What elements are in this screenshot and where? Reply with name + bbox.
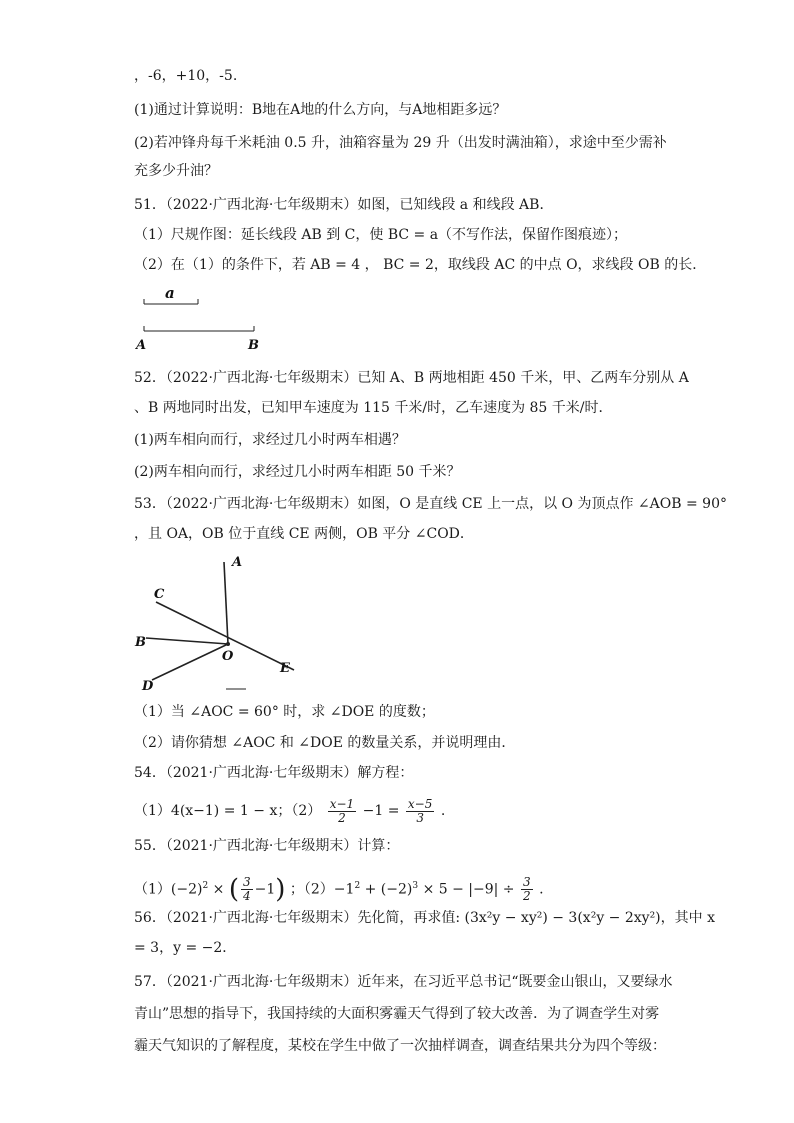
label-C: C bbox=[154, 587, 165, 602]
fraction-4: $\frac{3}{2}$ bbox=[523, 875, 531, 904]
p50-q1: (1)通过计算说明：B地在A地的什么方向，与A地相距多远？ bbox=[134, 102, 507, 118]
p57-line1: 57．（2021·广西北海·七年级期末）近年来，在习近平总书记“既要金山银山，又要绿水 bbox=[134, 974, 673, 990]
fraction-1: $\frac{x-1}{2}$ bbox=[329, 796, 355, 825]
p55-expressions: $(1)(-2)^2$ × ( $\frac{3}{4}$ −1) ；$(2)-1^2 + (-2)^3 \times 5 - |-9|$ ÷ $\frac{3}{2}$ . bbox=[134, 874, 544, 905]
p51-q1: （1）尺规作图：延长线段 AB 到 C，使 BC = a（不写作法，保留作图痕迹）； bbox=[134, 227, 628, 243]
label-B: B bbox=[135, 635, 146, 650]
p53-q2: （2）请你猜想 ∠AOC 和 ∠DOE 的数量关系，并说明理由． bbox=[134, 735, 516, 751]
p53-head-line1: 53．（2022·广西北海·七年级期末）如图，O 是直线 CE 上一点，以 O 为顶点作 ∠AOB = 90° bbox=[134, 496, 727, 512]
p52-head-line1: 52．（2022·广西北海·七年级期末）已知 A、B 两地相距 450 千米，甲、乙两车分别从 A bbox=[134, 370, 689, 386]
p55-head: 55．（2021·广西北海·七年级期末）计算： bbox=[134, 838, 400, 854]
p52-q1: (1)两车相向而行，求经过几小时两车相遇？ bbox=[134, 432, 406, 448]
p51-figure bbox=[134, 282, 274, 352]
label-A: A bbox=[136, 338, 147, 352]
p50-cont: ，-6，+10，-5. bbox=[134, 68, 238, 84]
p54-head: 54．（2021·广西北海·七年级期末）解方程： bbox=[134, 765, 414, 781]
p52-q2: (2)两车相向而行，求经过几小时两车相距 50 千米？ bbox=[134, 464, 461, 480]
label-O: O bbox=[222, 649, 234, 664]
p51-head: 51．（2022·广西北海·七年级期末）如图，已知线段 a 和线段 AB． bbox=[134, 197, 554, 213]
p50-q2-line2: 充多少升油？ bbox=[134, 163, 218, 179]
p56-line2: = 3，y = −2． bbox=[134, 940, 237, 956]
fraction-2: $\frac{x-5}{3}$ bbox=[407, 796, 433, 825]
label-A: A bbox=[232, 555, 243, 570]
p57-line2: 青山”思想的指导下，我国持续的大面积雾霾天气得到了较大改善．为了调查学生对雾 bbox=[134, 1006, 660, 1022]
fraction-3: $\frac{3}{4}$ bbox=[243, 875, 251, 904]
p50-q2-line1: (2)若冲锋舟每千米耗油 0.5 升，油箱容量为 29 升（出发时满油箱），求途中至少需补 bbox=[134, 135, 667, 151]
label-a: a bbox=[165, 284, 175, 302]
label-E: E bbox=[280, 661, 290, 676]
p53-q1: （1）当 ∠AOC = 60° 时，求 ∠DOE 的度数； bbox=[134, 704, 435, 720]
p53-figure bbox=[134, 552, 304, 698]
p56-line1: 56．（2021·广西北海·七年级期末）先化简，再求值: (3x²y − xy²) − 3(x²y − 2xy²)，其中 x bbox=[134, 910, 715, 926]
p51-q2: （2）在（1）的条件下，若 AB = 4 ， BC = 2，取线段 AC 的中点 O，求线段 OB 的长． bbox=[134, 257, 707, 273]
p54-equations: （1）4(x−1) = 1 − x；（2） $\frac{x-1}{2}$ −1 = $\frac{x-5}{3}$ . bbox=[134, 796, 446, 825]
p53-head-line2: ，且 OA，OB 位于直线 CE 两侧，OB 平分 ∠COD． bbox=[134, 526, 474, 542]
label-B: B bbox=[248, 338, 259, 352]
p52-head-line2: 、B 两地同时出发，已知甲车速度为 115 千米/时，乙车速度为 85 千米/时． bbox=[134, 400, 613, 416]
p57-line3: 霾天气知识的了解程度，某校在学生中做了一次抽样调查，调查结果共分为四个等级： bbox=[134, 1038, 666, 1054]
label-D: D bbox=[142, 679, 154, 694]
